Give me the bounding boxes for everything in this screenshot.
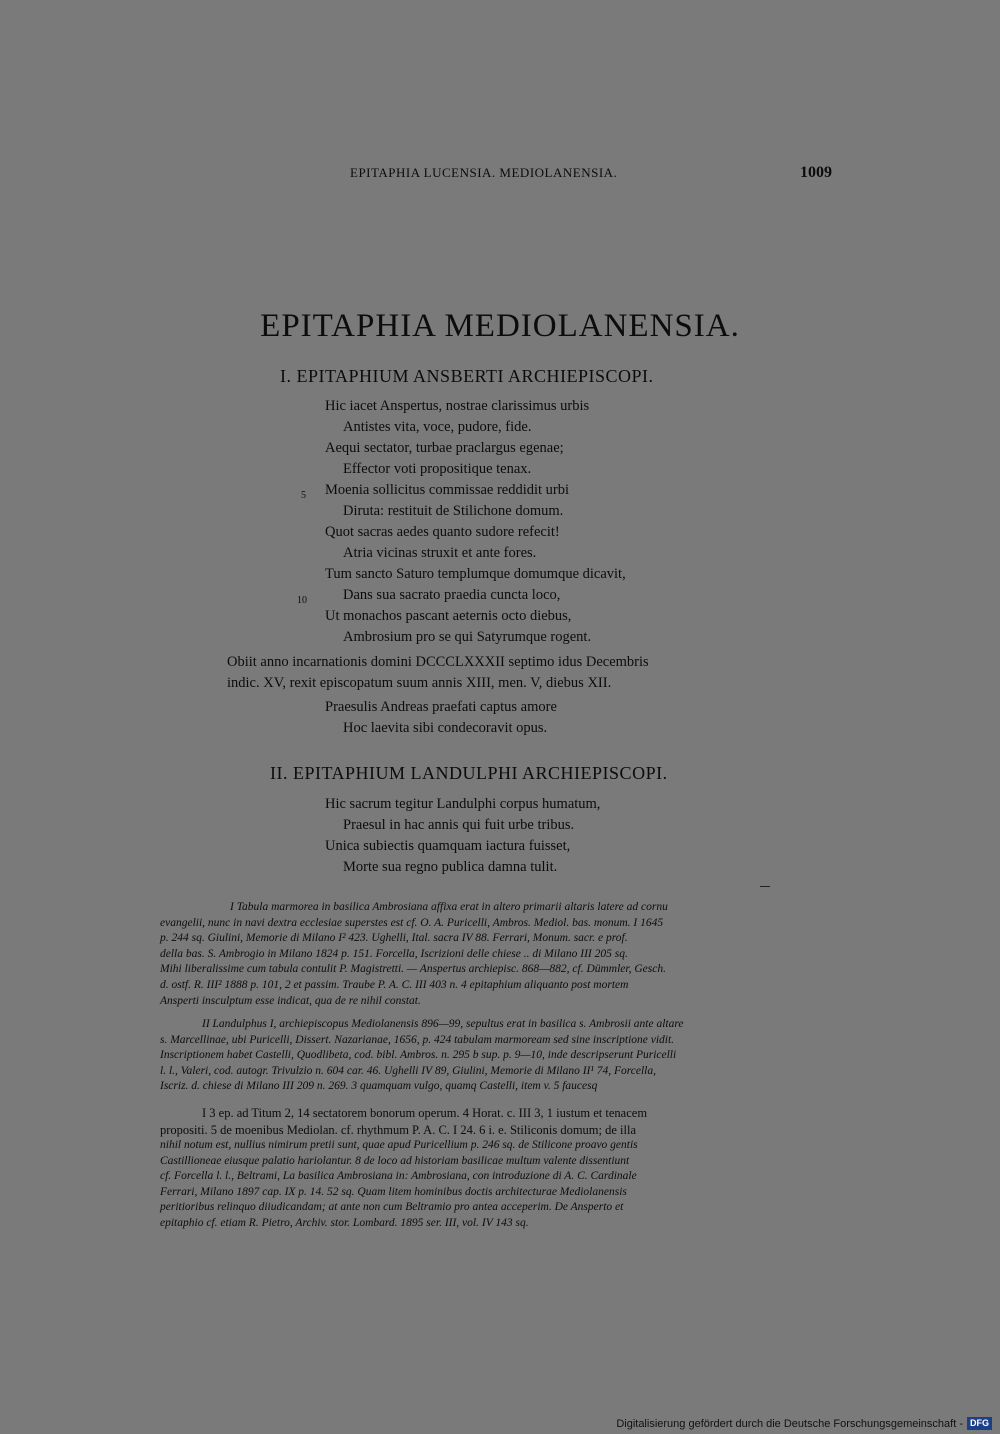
line-number: 5: [301, 490, 306, 501]
footnote-line: evangelii, nunc in navi dextra ecclesiae superstes est cf. O. A. Puricelli, Ambros. Mediol. bas. monum. I 1645: [160, 916, 664, 929]
footnote-line: Inscriptionem habet Castelli, Quodlibeta, cod. bibl. Ambros. n. 295 b sup. p. 9—10, inde descripserunt Puricelli: [160, 1049, 677, 1062]
verse-line: Quot sacras aedes quanto sudore refecit!: [325, 524, 560, 540]
footnote-line: Ansperti insculptum esse indicat, qua de re nihil constat.: [160, 994, 421, 1007]
footnote-line: II Landulphus I, archiepiscopus Mediolanensis 896—99, sepultus erat in basilica s. Ambrosii ante altare: [202, 1018, 684, 1030]
separator-dash: [760, 886, 770, 887]
verse-line: Effector voti propositique tenax.: [343, 461, 532, 477]
verse-line: Hoc laevita sibi condecoravit opus.: [343, 720, 548, 736]
note-line: peritioribus relinquo diiudicandam; at ante non cum Beltramio pro antea acceperim. De Ansperto et: [160, 1201, 624, 1214]
note-line: propositi. 5 de moenibus Mediolan. cf. rhythmum P. A. C. I 24. 6 i. e. Stiliconis domum; de illa: [160, 1122, 637, 1137]
verse-line: Antistes vita, voce, pudore, fide.: [343, 419, 532, 435]
section-title-1: I. EPITAPHIUM ANSBERTI ARCHIEPISCOPI.: [280, 366, 654, 386]
verse-line: Praesulis Andreas praefati captus amore: [325, 699, 557, 715]
verse-line: Ambrosium pro se qui Satyrumque rogent.: [343, 629, 592, 645]
footnote-line: Mihi liberalissime cum tabula contulit P. Magistretti. — Anspertus archiepisc. 868—882, cf. Dümmler, Gesch.: [160, 963, 666, 976]
verse-line: Hic iacet Anspertus, nostrae clarissimus urbis: [325, 398, 590, 414]
verse-line: Atria vicinas struxit et ante fores.: [343, 545, 537, 561]
running-header: EPITAPHIA LUCENSIA. MEDIOLANENSIA.: [350, 165, 618, 180]
verse-line: Praesul in hac annis qui fuit urbe tribus.: [343, 817, 575, 833]
epitaph-1-verse: [0, 396, 1000, 656]
footnote-line: s. Marcellinae, ubi Puricelli, Dissert. Nazarianae, 1656, p. 424 tabulam marmoream sed sine inscriptione vidit.: [160, 1033, 675, 1046]
footnote-2: [160, 1017, 684, 1095]
funding-text: Digitalisierung gefördert durch die Deutsche Forschungsgemeinschaft -: [616, 1417, 963, 1430]
note-line: Ferrari, Milano 1897 cap. IX p. 14. 52 sq. Quam litem hominibus doctis architecturae Mediolanensis: [160, 1185, 627, 1198]
footnote-line: p. 244 sq. Giulini, Memorie di Milano I² 423. Ughelli, Ital. sacra IV 88. Ferrari, Monum. sacr. e prof.: [160, 932, 628, 945]
verse-line: Hic sacrum tegitur Landulphi corpus humatum,: [325, 796, 601, 812]
dfg-logo: DFG: [967, 1417, 992, 1430]
footnote-1: [160, 900, 668, 1009]
footnote-line: della bas. S. Ambrogio in Milano 1824 p. 151. Forcella, Iscrizioni delle chiese .. di Milano III 205 sq.: [160, 947, 628, 960]
verse-line: Diruta: restituit de Stilichone domum.: [343, 503, 564, 519]
prose-line: Obiit anno incarnationis domini DCCCLXXXII septimo idus Decembris: [227, 654, 649, 670]
footnote-line: d. ostf. R. III² 1888 p. 101, 2 et passim. Traube P. A. C. III 403 n. 4 epitaphium aliquanto post mortem: [160, 978, 629, 991]
note-line: nihil notum est, nullius nimirum pretii sunt, quae apud Puricellium p. 246 sq. de Stilicone proavo gentis: [160, 1139, 638, 1151]
digitization-footer: [616, 1417, 992, 1430]
verse-line: Ut monachos pascant aeternis octo diebus,: [325, 608, 572, 624]
verse-line: Unica subiectis quamquam iactura fuisset,: [325, 838, 571, 854]
footnote-line: l. l., Valeri, cod. autogr. Trivulzio n. 604 car. 46. Ughelli IV 89, Giulini, Memorie di Milano II¹ 74, Forcella,: [160, 1064, 656, 1077]
verse-line: Tum sancto Saturo templumque domumque dicavit,: [325, 566, 626, 582]
verse-line: Aequi sectator, turbae praclargus egenae;: [325, 440, 564, 456]
commentary-notes: [160, 1105, 647, 1232]
main-title: EPITAPHIA MEDIOLANENSIA.: [260, 308, 740, 344]
note-line: cf. Forcella l. l., Beltrami, La basilica Ambrosiana in: Ambrosiana, con introduzione di A. C. Cardinale: [160, 1170, 637, 1183]
note-line: I 3 ep. ad Titum 2, 14 sectatorem bonorum operum. 4 Horat. c. III 3, 1 iustum et tenacem: [202, 1106, 648, 1120]
section-title-2: II. EPITAPHIUM LANDULPHI ARCHIEPISCOPI.: [270, 763, 668, 783]
prose-line: indic. XV, rexit episcopatum suum annis XIII, men. V, diebus XII.: [227, 675, 612, 691]
verse-line: Dans sua sacrato praedia cuncta loco,: [343, 587, 561, 603]
note-line: epitaphio cf. etiam R. Pietro, Archiv. stor. Lombard. 1895 ser. III, vol. IV 143 sq.: [160, 1216, 529, 1229]
footnote-line: Iscriz. d. chiese di Milano III 209 n. 269. 3 quamquam vulgo, quamq Castelli, item v. 5 faucesq: [160, 1080, 598, 1093]
verse-line: Morte sua regno publica damna tulit.: [343, 859, 558, 875]
line-number: 10: [297, 595, 307, 606]
page-number: 1009: [800, 164, 832, 181]
note-line: Castillioneae eiusque palatio hariolantur. 8 de loco ad historiam basilicae multum valente dissentiunt: [160, 1154, 630, 1167]
verse-line: Moenia sollicitus commissae reddidit urbi: [325, 482, 570, 498]
footnote-line: I Tabula marmorea in basilica Ambrosiana affixa erat in altero primarii altaris latere ad cornu: [230, 901, 668, 913]
